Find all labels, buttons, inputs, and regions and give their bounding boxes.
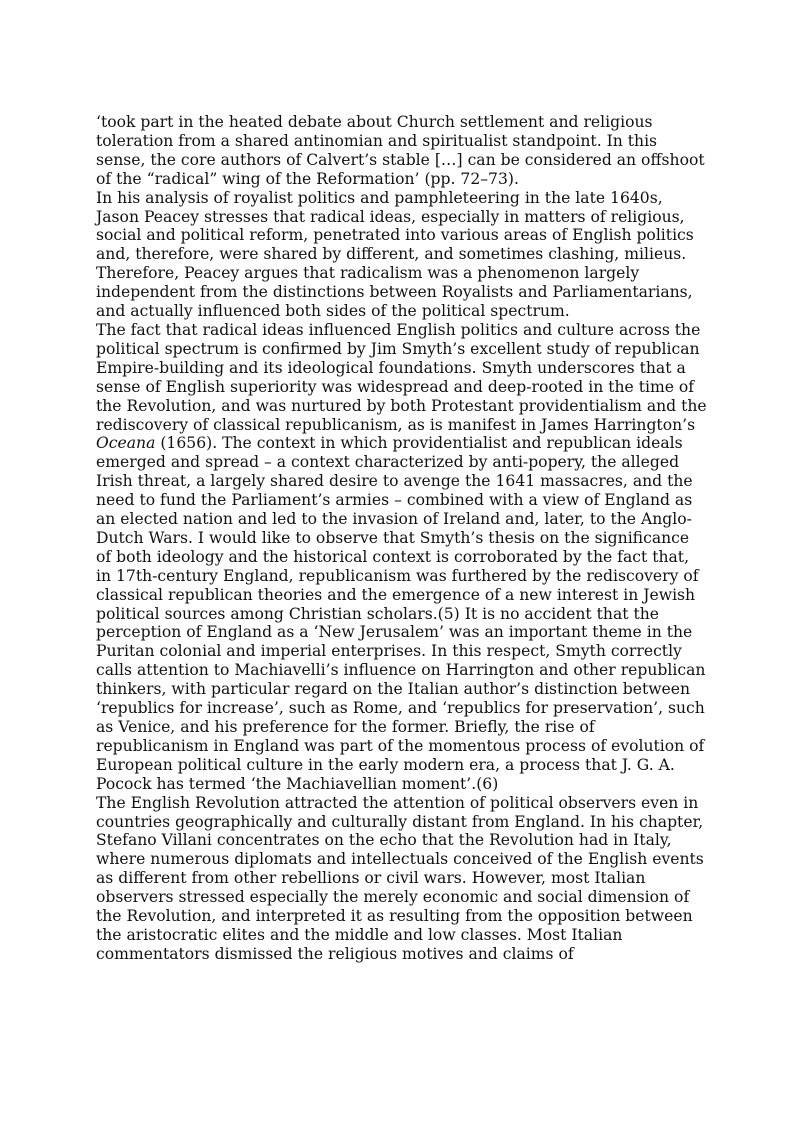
document-page (96, 113, 708, 964)
paragraph-smyth (96, 321, 708, 794)
paragraph-text: The fact that radical ideas influenced English politics and culture across the political spectrum is confirmed by Jim Smyth’s excellent study of republican Empire-building and its ideological foundations. Smyth underscores that a sense of English superiority was widespread and deep-rooted in the time of the Revolution, and was nurtured by both Protestant providentialism and the rediscovery of classical republicanism, as is manifest in James Harrington’s (96, 320, 707, 434)
paragraph-peacey (96, 189, 708, 321)
paragraph-calvert-quote (96, 113, 708, 189)
paragraph-text: The English Revolution attracted the attention of political observers even in countries geographically and culturally distant from England. In his chapter, Stefano Villani concentrates on the echo that the Revolution had in Italy, where numerous diplomats and intellectuals conceived of the English events as different from other rebellions or civil wars. However, most Italian observers stressed especially the merely economic and social dimension of the Revolution, and interpreted it as resulting from the opposition between the aristocratic elites and the middle and low classes. Most Italian commentators dismissed the religious motives and claims of (96, 793, 704, 963)
paragraph-villani (96, 794, 708, 964)
paragraph-text: In his analysis of royalist politics and pamphleteering in the late 1640s, Jason Peacey stresses that radical ideas, especially in matters of religious, social and political reform, penetrated into various areas of English politics and, therefore, were shared by different, and sometimes clashing, milieus. Therefore, Peacey argues that radicalism was a phenomenon largely independent from the distinctions between Royalists and Parliamentarians, and actually influenced both sides of the political spectrum. (96, 188, 694, 321)
paragraph-text: ‘took part in the heated debate about Church settlement and religious toleration from a shared antinomian and spiritualist standpoint. In this sense, the core authors of Calvert’s stable […] can be considered an offshoot of the “radical” wing of the Reformation’ (pp. 72–73). (96, 113, 705, 188)
italic-title-oceana: Oceana (96, 434, 156, 453)
paragraph-text: (1656). The context in which providentialist and republican ideals emerged and spread – a context characterized by anti-popery, the alleged Irish threat, a largely shared desire to avenge the 1641 massacres, and the need to fund the Parliament’s armies – combined with a view of England as an elected nation and led to the invasion of Ireland and, later, to the Anglo-Dutch Wars. I would like to observe that Smyth’s thesis on the significance of both ideology and the historical context is corroborated by the fact that, in 17th-century England, republicanism was furthered by the rediscovery of classical republican theories and the emergence of a new interest in Jewish political sources among Christian scholars.(5) It is no accident that the perception of England as a ‘New Jerusalem’ was an important theme in the Puritan colonial and imperial enterprises. In this respect, Smyth correctly calls attention to Machiavelli’s influence on Harrington and other republican thinkers, with particular regard on the Italian author’s distinction between ‘republics for increase’, such as Rome, and ‘republics for preservation’, such as Venice, and his preference for the former. Briefly, the rise of republicanism in England was part of the momentous process of evolution of European political culture in the early modern era, a process that J. G. A. Pocock has termed ‘the Machiavellian moment’.(6) (96, 434, 706, 793)
